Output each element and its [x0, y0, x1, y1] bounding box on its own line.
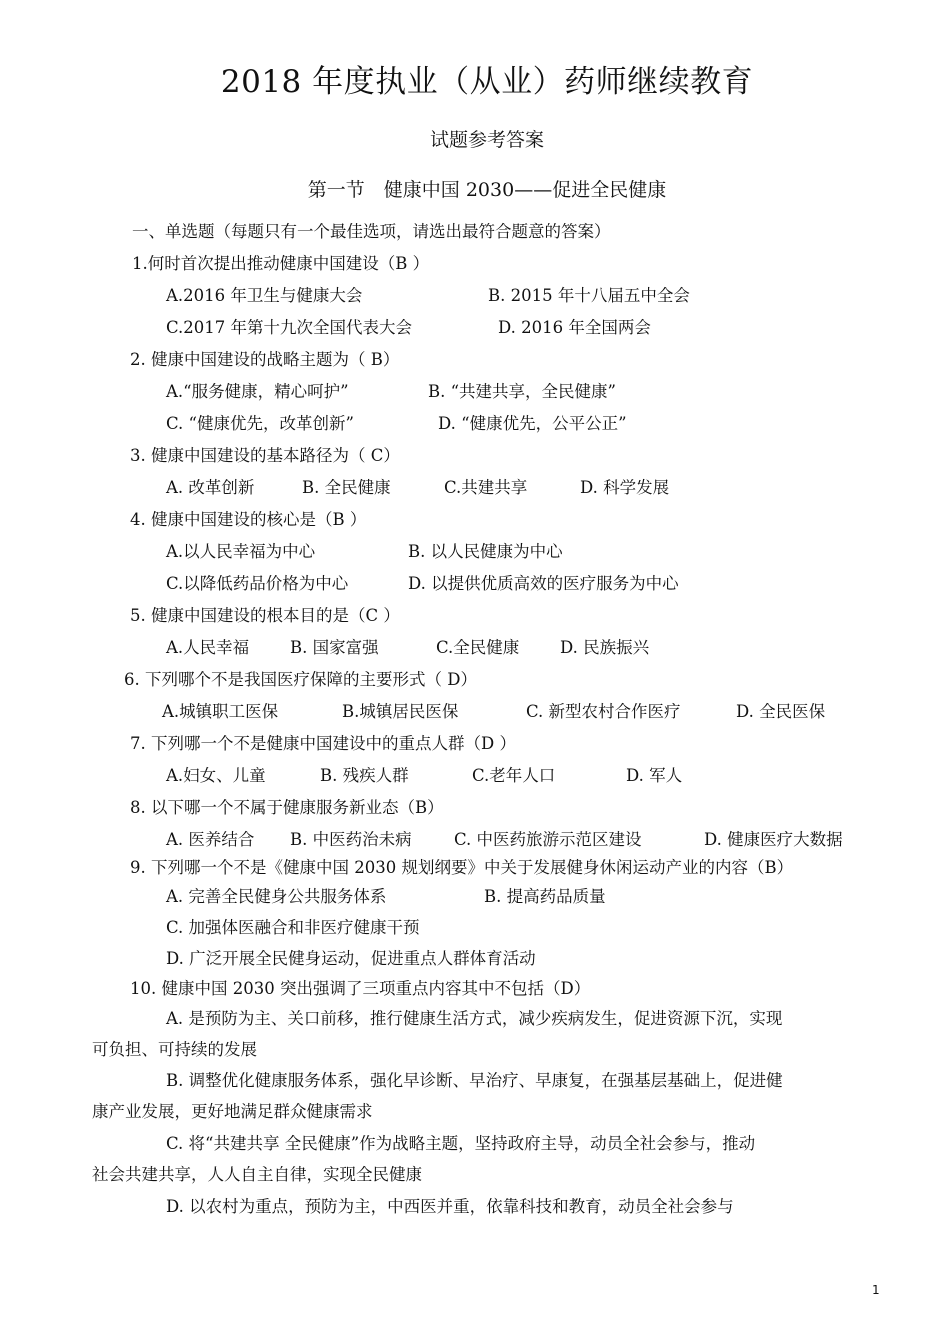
q7-option-c: C.老年人口 — [472, 766, 556, 785]
q10-option-c: C. 将“共建共享 全民健康”作为战略主题，坚持政府主导，动员全社会参与，推动 — [166, 1134, 756, 1153]
q7-option-b: B. 残疾人群 — [320, 766, 409, 785]
q10-option-b: B. 调整优化健康服务体系，强化早诊断、早治疗、早康复，在强基层基础上，促进健 — [166, 1071, 783, 1090]
q2-option-c: C. “健康优先，改革创新” — [166, 414, 354, 433]
q10-option-a-cont: 可负担、可持续的发展 — [92, 1040, 257, 1059]
q9-option-c: C. 加强体医融合和非医疗健康干预 — [166, 918, 420, 937]
q1-stem: 1.何时首次提出推动健康中国建设（B ） — [132, 254, 430, 273]
q6-option-b: B.城镇居民医保 — [342, 702, 459, 721]
q4-option-d: D. 以提供优质高效的医疗服务为中心 — [408, 574, 679, 593]
q2-option-b: B. “共建共享，全民健康” — [428, 382, 616, 401]
q9-option-b: B. 提高药品质量 — [484, 887, 606, 906]
q10-option-b-cont: 康产业发展，更好地满足群众健康需求 — [92, 1102, 373, 1121]
q5-option-c: C.全民健康 — [436, 638, 520, 657]
q9-option-d: D. 广泛开展全民健身运动，促进重点人群体育活动 — [166, 949, 536, 968]
q7-stem: 7. 下列哪一个不是健康中国建设中的重点人群（D ） — [130, 734, 516, 753]
q10-option-d: D. 以农村为重点，预防为主，中西医并重，依靠科技和教育，动员全社会参与 — [166, 1197, 734, 1216]
q3-option-a: A. 改革创新 — [166, 478, 255, 497]
q5-option-d: D. 民族振兴 — [560, 638, 650, 657]
q1-option-c: C.2017 年第十九次全国代表大会 — [166, 318, 413, 337]
part-heading: 一、单选题（每题只有一个最佳选项，请选出最符合题意的答案） — [132, 222, 611, 241]
q2-stem: 2. 健康中国建设的战略主题为（ B） — [130, 350, 400, 369]
q8-stem: 8. 以下哪一个不属于健康服务新业态（B） — [130, 798, 444, 817]
q3-stem: 3. 健康中国建设的基本路径为（ C） — [130, 446, 400, 465]
q4-option-b: B. 以人民健康为中心 — [408, 542, 563, 561]
q2-option-d: D. “健康优先，公平公正” — [438, 414, 627, 433]
q5-option-b: B. 国家富强 — [290, 638, 379, 657]
q6-option-c: C. 新型农村合作医疗 — [526, 702, 681, 721]
q8-option-d: D. 健康医疗大数据 — [704, 830, 843, 849]
document-subtitle: 试题参考答案 — [429, 129, 544, 151]
section-title: 第一节 健康中国 2030——促进全民健康 — [307, 179, 667, 201]
q10-stem: 10. 健康中国 2030 突出强调了三项重点内容其中不包括（D） — [130, 979, 591, 998]
q1-option-a: A.2016 年卫生与健康大会 — [166, 286, 363, 305]
q4-option-c: C.以降低药品价格为中心 — [166, 574, 349, 593]
q2-option-a: A.“服务健康，精心呵护” — [166, 382, 349, 401]
q3-option-b: B. 全民健康 — [302, 478, 391, 497]
q10-option-c-cont: 社会共建共享，人人自主自律，实现全民健康 — [92, 1165, 422, 1184]
q10-option-a: A. 是预防为主、关口前移，推行健康生活方式，减少疾病发生，促进资源下沉，实现 — [166, 1009, 783, 1028]
q1-option-b: B. 2015 年十八届五中全会 — [488, 286, 690, 305]
q1-option-d: D. 2016 年全国两会 — [498, 318, 651, 337]
q5-option-a: A.人民幸福 — [166, 638, 250, 657]
q9-option-a: A. 完善全民健身公共服务体系 — [166, 887, 387, 906]
q3-option-c: C.共建共享 — [444, 478, 528, 497]
q7-option-a: A.妇女、儿童 — [166, 766, 266, 785]
document-title: 2018 年度执业（从业）药师继续教育 — [220, 64, 754, 100]
q8-option-a: A. 医养结合 — [166, 830, 255, 849]
q5-stem: 5. 健康中国建设的根本目的是（C ） — [130, 606, 400, 625]
page-number: 1 — [872, 1283, 880, 1297]
q4-stem: 4. 健康中国建设的核心是（B ） — [130, 510, 367, 529]
q8-option-c: C. 中医药旅游示范区建设 — [454, 830, 642, 849]
q6-option-a: A.城镇职工医保 — [162, 702, 279, 721]
q4-option-a: A.以人民幸福为中心 — [166, 542, 316, 561]
q8-option-b: B. 中医药治未病 — [290, 830, 412, 849]
q7-option-d: D. 军人 — [626, 766, 683, 785]
q6-option-d: D. 全民医保 — [736, 702, 826, 721]
q3-option-d: D. 科学发展 — [580, 478, 670, 497]
q9-stem: 9. 下列哪一个不是《健康中国 2030 规划纲要》中关于发展健身休闲运动产业的内容（B） — [130, 858, 794, 877]
q6-stem: 6. 下列哪个不是我国医疗保障的主要形式（ D） — [124, 670, 477, 689]
